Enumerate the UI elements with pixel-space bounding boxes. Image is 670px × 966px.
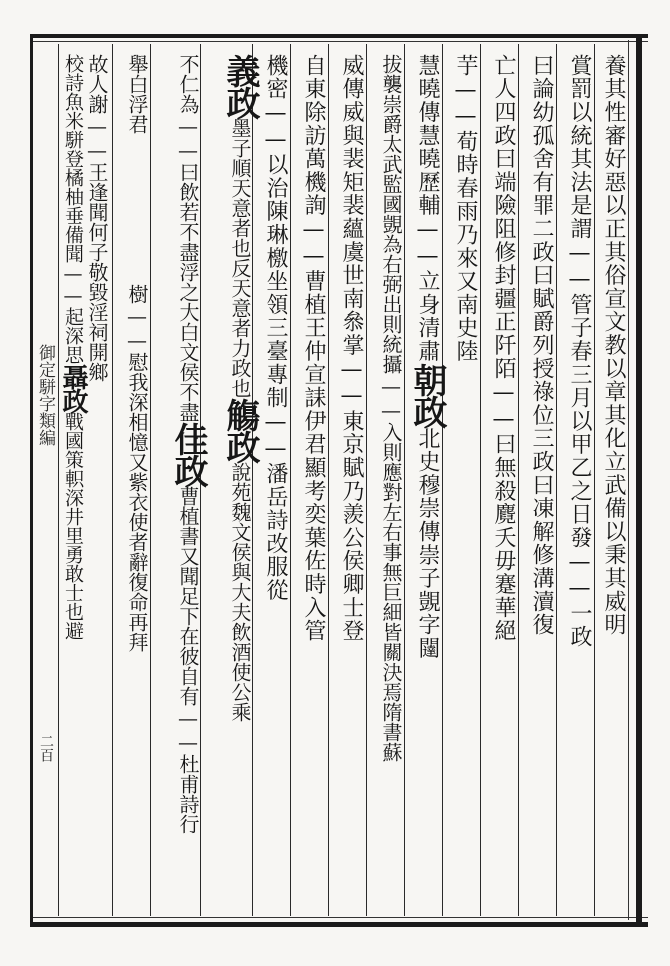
column-text [113,54,151,652]
column-text [201,54,260,722]
frame-top-rule [30,34,648,38]
column-text [151,54,208,834]
column-segment: 戰國策軹深井里勇敢士也避 [62,412,84,640]
frame-bottom-rule [30,922,648,927]
column-segment: 校詩魚米駢登橘柚垂備聞——起深思 [62,54,84,364]
headword: 觴政 [220,398,260,462]
column-segment: 北史穆崇傳崇子覬字闥 [415,426,440,660]
frame-top-inner-rule [30,41,648,42]
text-column-3 [518,44,557,916]
gutter-title: 御定駢字類編 [35,344,55,446]
text-column-6 [404,44,447,916]
column-text: 養其性審好惡以正其俗宣文教以章其化立武備以秉其威明 [601,54,626,637]
frame-bottom-inner-rule [30,917,648,918]
column-text: 曰論幼孤舍有罪二政曰賦爵列授祿位三政曰凍解修溝瀆復 [529,54,554,637]
column-segment: 說苑魏文侯與大夫飲酒使公乘 [228,462,252,722]
column-text: 亡人四政曰端險阻修封疆正阡陌——曰無殺麑夭毋蹇華絕 [491,54,516,643]
fold-gutter [32,44,59,916]
column-segment: 曹植書又聞足下在彼自有——杜甫詩行 [176,486,200,834]
text-column-14 [84,44,112,916]
column-segment: 不仁為——曰飲若不盡浮之大白文侯不盡 [176,54,200,422]
headword: 聶政 [58,364,88,412]
text-column-1 [594,44,629,916]
text-column-2 [556,44,595,916]
column-text: 機密——以治陳琳檄坐領三臺專制——潘岳詩改服從 [263,54,288,602]
column-text [58,54,88,640]
column-segment: 墨子順天意者也反天意者力政也 [228,118,252,398]
headword: 義政 [220,54,260,118]
headword: 朝政 [407,362,447,427]
column-segment: 樹——慰我深相憶又紫衣使者辭復命再拜 [125,284,149,652]
column-segment: 舉白浮君 [125,54,149,134]
page-number: 二百 [38,734,54,762]
text-column-8 [328,44,367,916]
text-column-10 [252,44,291,916]
frame-right-rule [636,34,642,927]
column-text: 賞罰以統其法是謂——管子春三月以甲乙之日發——一政 [567,54,592,649]
column-text: 自東除訪萬機詢——曹植王仲宣誄伊君顯考奕葉佐時入管 [301,54,326,643]
text-column-7 [366,44,405,916]
text-column-15 [58,44,88,916]
column-text: 故人謝——王逢聞何子敬毀淫祠開鄉 [85,54,109,382]
column-text: 拔襲崇爵太武監國覬為右弼出則統攝——入則應對左右事無巨細皆關決焉隋書蘇 [379,54,403,762]
text-column-13 [112,44,151,916]
headword: 佳政 [168,422,208,486]
column-text: 威傳威與裴矩裴蘊虞世南叅掌——東京賦乃羨公侯卿士登 [339,54,364,643]
text-column-5 [442,44,481,916]
column-text [405,54,447,660]
text-column-12 [150,44,208,916]
text-column-9 [290,44,329,916]
column-segment: 慧曉傳慧曉歷輔——立身清肅 [415,54,440,363]
text-column-4 [480,44,519,916]
column-text: 芋——荀時春雨乃來又南史陸 [453,54,478,363]
